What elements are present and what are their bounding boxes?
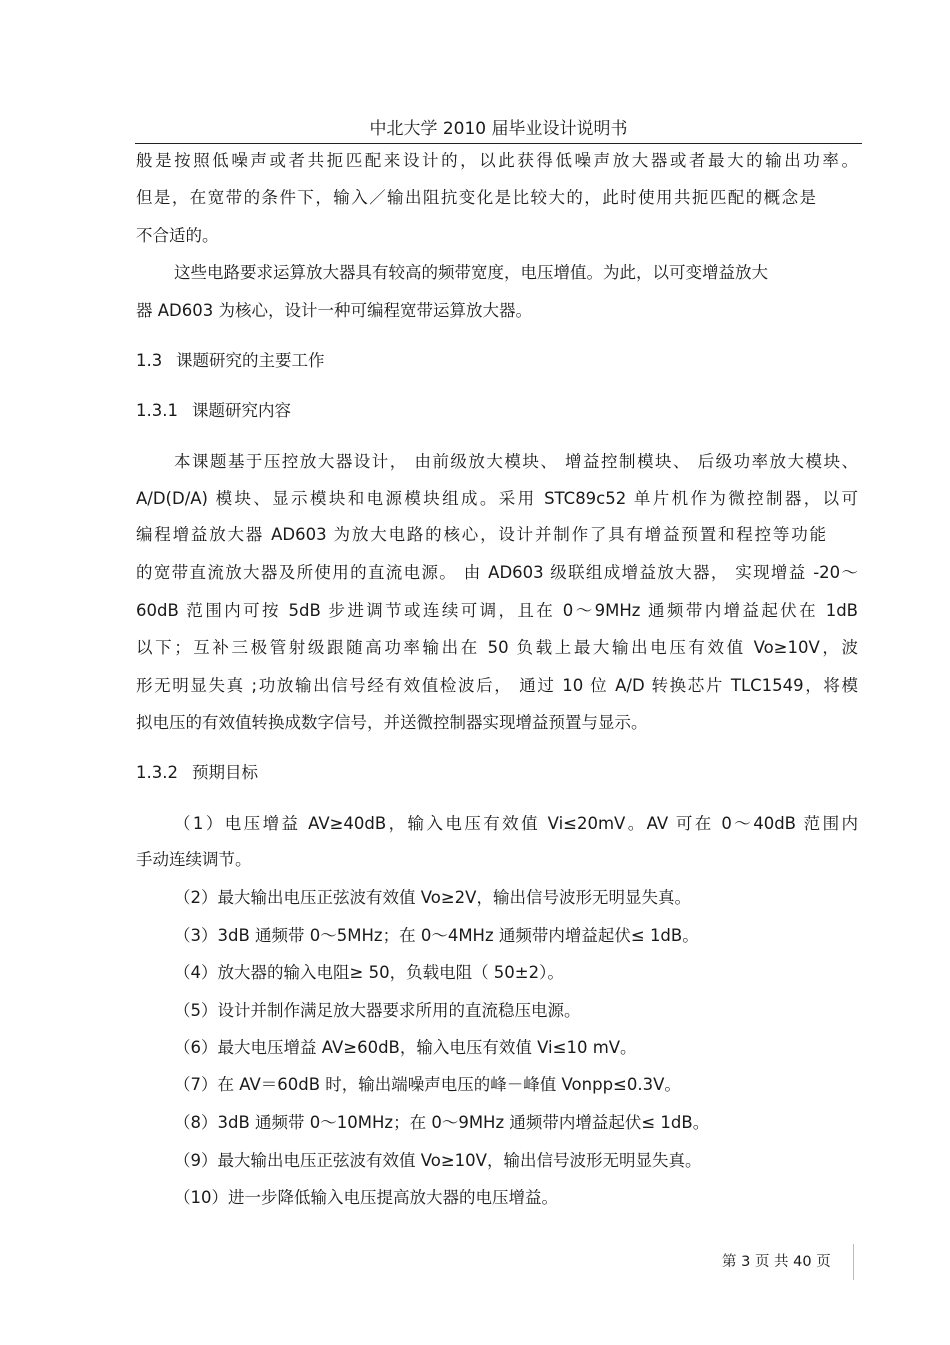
body-text-line: 器 AD603 为核心，设计一种可编程宽带运算放大器。 <box>136 301 532 320</box>
section-number: 1.3 <box>136 351 163 370</box>
body-text-line: 以下；互补三极管射级跟随高功率输出在 50 负载上最大输出电压有效值 Vo≥10V，波 <box>136 638 858 657</box>
goal-item: （10）进一步降低输入电压提高放大器的电压增益。 <box>174 1188 558 1207</box>
body-text-line: 本课题基于压控放大器设计， 由前级放大模块、 增益控制模块、 后级功率放大模块、 <box>174 452 858 471</box>
body-text-line: 编程增益放大器 AD603 为放大电路的核心，设计并制作了具有增益预置和程控等功能 <box>136 525 826 544</box>
goal-item: （8）3dB 通频带 0～10MHz；在 0～9MHz 通频带内增益起伏≤ 1dB。 <box>174 1113 710 1132</box>
page-number: 第 3 页 共 40 页 <box>722 1254 831 1270</box>
body-text-line: 般是按照低噪声或者共扼匹配来设计的，以此获得低噪声放大器或者最大的输出功率。 <box>136 151 858 170</box>
subsection-title: 课题研究内容 <box>192 401 291 420</box>
footer-rule <box>853 1244 854 1280</box>
page-header-title: 中北大学 2010 届毕业设计说明书 <box>369 119 628 139</box>
body-text-line: 形无明显失真 ;功放输出信号经有效值检波后， 通过 10 位 A/D 转换芯片 TLC1549，将模 <box>136 676 858 695</box>
goal-item: （4）放大器的输入电阻≥ 50，负载电阻（ 50±2）。 <box>174 963 564 982</box>
goal-item-continuation: 手动连续调节。 <box>136 850 252 869</box>
subsection-number: 1.3.2 <box>136 763 178 782</box>
goal-item: （7）在 AV＝60dB 时，输出端噪声电压的峰－峰值 Vonpp≤0.3V。 <box>174 1075 681 1094</box>
subsection-title: 预期目标 <box>192 763 258 782</box>
goal-item: （3）3dB 通频带 0～5MHz；在 0～4MHz 通频带内增益起伏≤ 1dB。 <box>174 926 699 945</box>
body-text-line: 不合适的。 <box>136 226 219 245</box>
subsection-heading <box>136 400 291 422</box>
body-text-line: 的宽带直流放大器及所使用的直流电源。 由 AD603 级联组成增益放大器， 实现增益 -20～ <box>136 563 858 582</box>
body-text-line: 但是，在宽带的条件下，输入／输出阻抗变化是比较大的，此时使用共扼匹配的概念是 <box>136 188 816 207</box>
body-text-line: 这些电路要求运算放大器具有较高的频带宽度，电压增值。为此，以可变增益放大 <box>174 263 768 282</box>
body-text-line: A/D(D/A) 模块、显示模块和电源模块组成。采用 STC89c52 单片机作为微控制器，以可 <box>136 489 858 508</box>
subsection-heading <box>136 762 258 784</box>
goal-item: （5）设计并制作满足放大器要求所用的直流稳压电源。 <box>174 1001 581 1020</box>
goal-item: （9）最大输出电压正弦波有效值 Vo≥10V，输出信号波形无明显失真。 <box>174 1151 702 1170</box>
body-text-line: 拟电压的有效值转换成数字信号，并送微控制器实现增益预置与显示。 <box>136 713 648 732</box>
goal-item: （2）最大输出电压正弦波有效值 Vo≥2V，输出信号波形无明显失真。 <box>174 888 691 907</box>
section-heading <box>136 350 325 372</box>
body-text-line: 60dB 范围内可按 5dB 步进调节或连续可调，且在 0～9MHz 通频带内增益起伏在 1dB <box>136 601 858 620</box>
subsection-number: 1.3.1 <box>136 401 178 420</box>
header-rule <box>135 143 862 144</box>
goal-item: （1）电压增益 AV≥40dB，输入电压有效值 Vi≤20mV。AV 可在 0～40dB 范围内 <box>174 814 858 833</box>
goal-item: （6）最大电压增益 AV≥60dB，输入电压有效值 Vi≤10 mV。 <box>174 1038 637 1057</box>
section-title: 课题研究的主要工作 <box>176 351 325 370</box>
